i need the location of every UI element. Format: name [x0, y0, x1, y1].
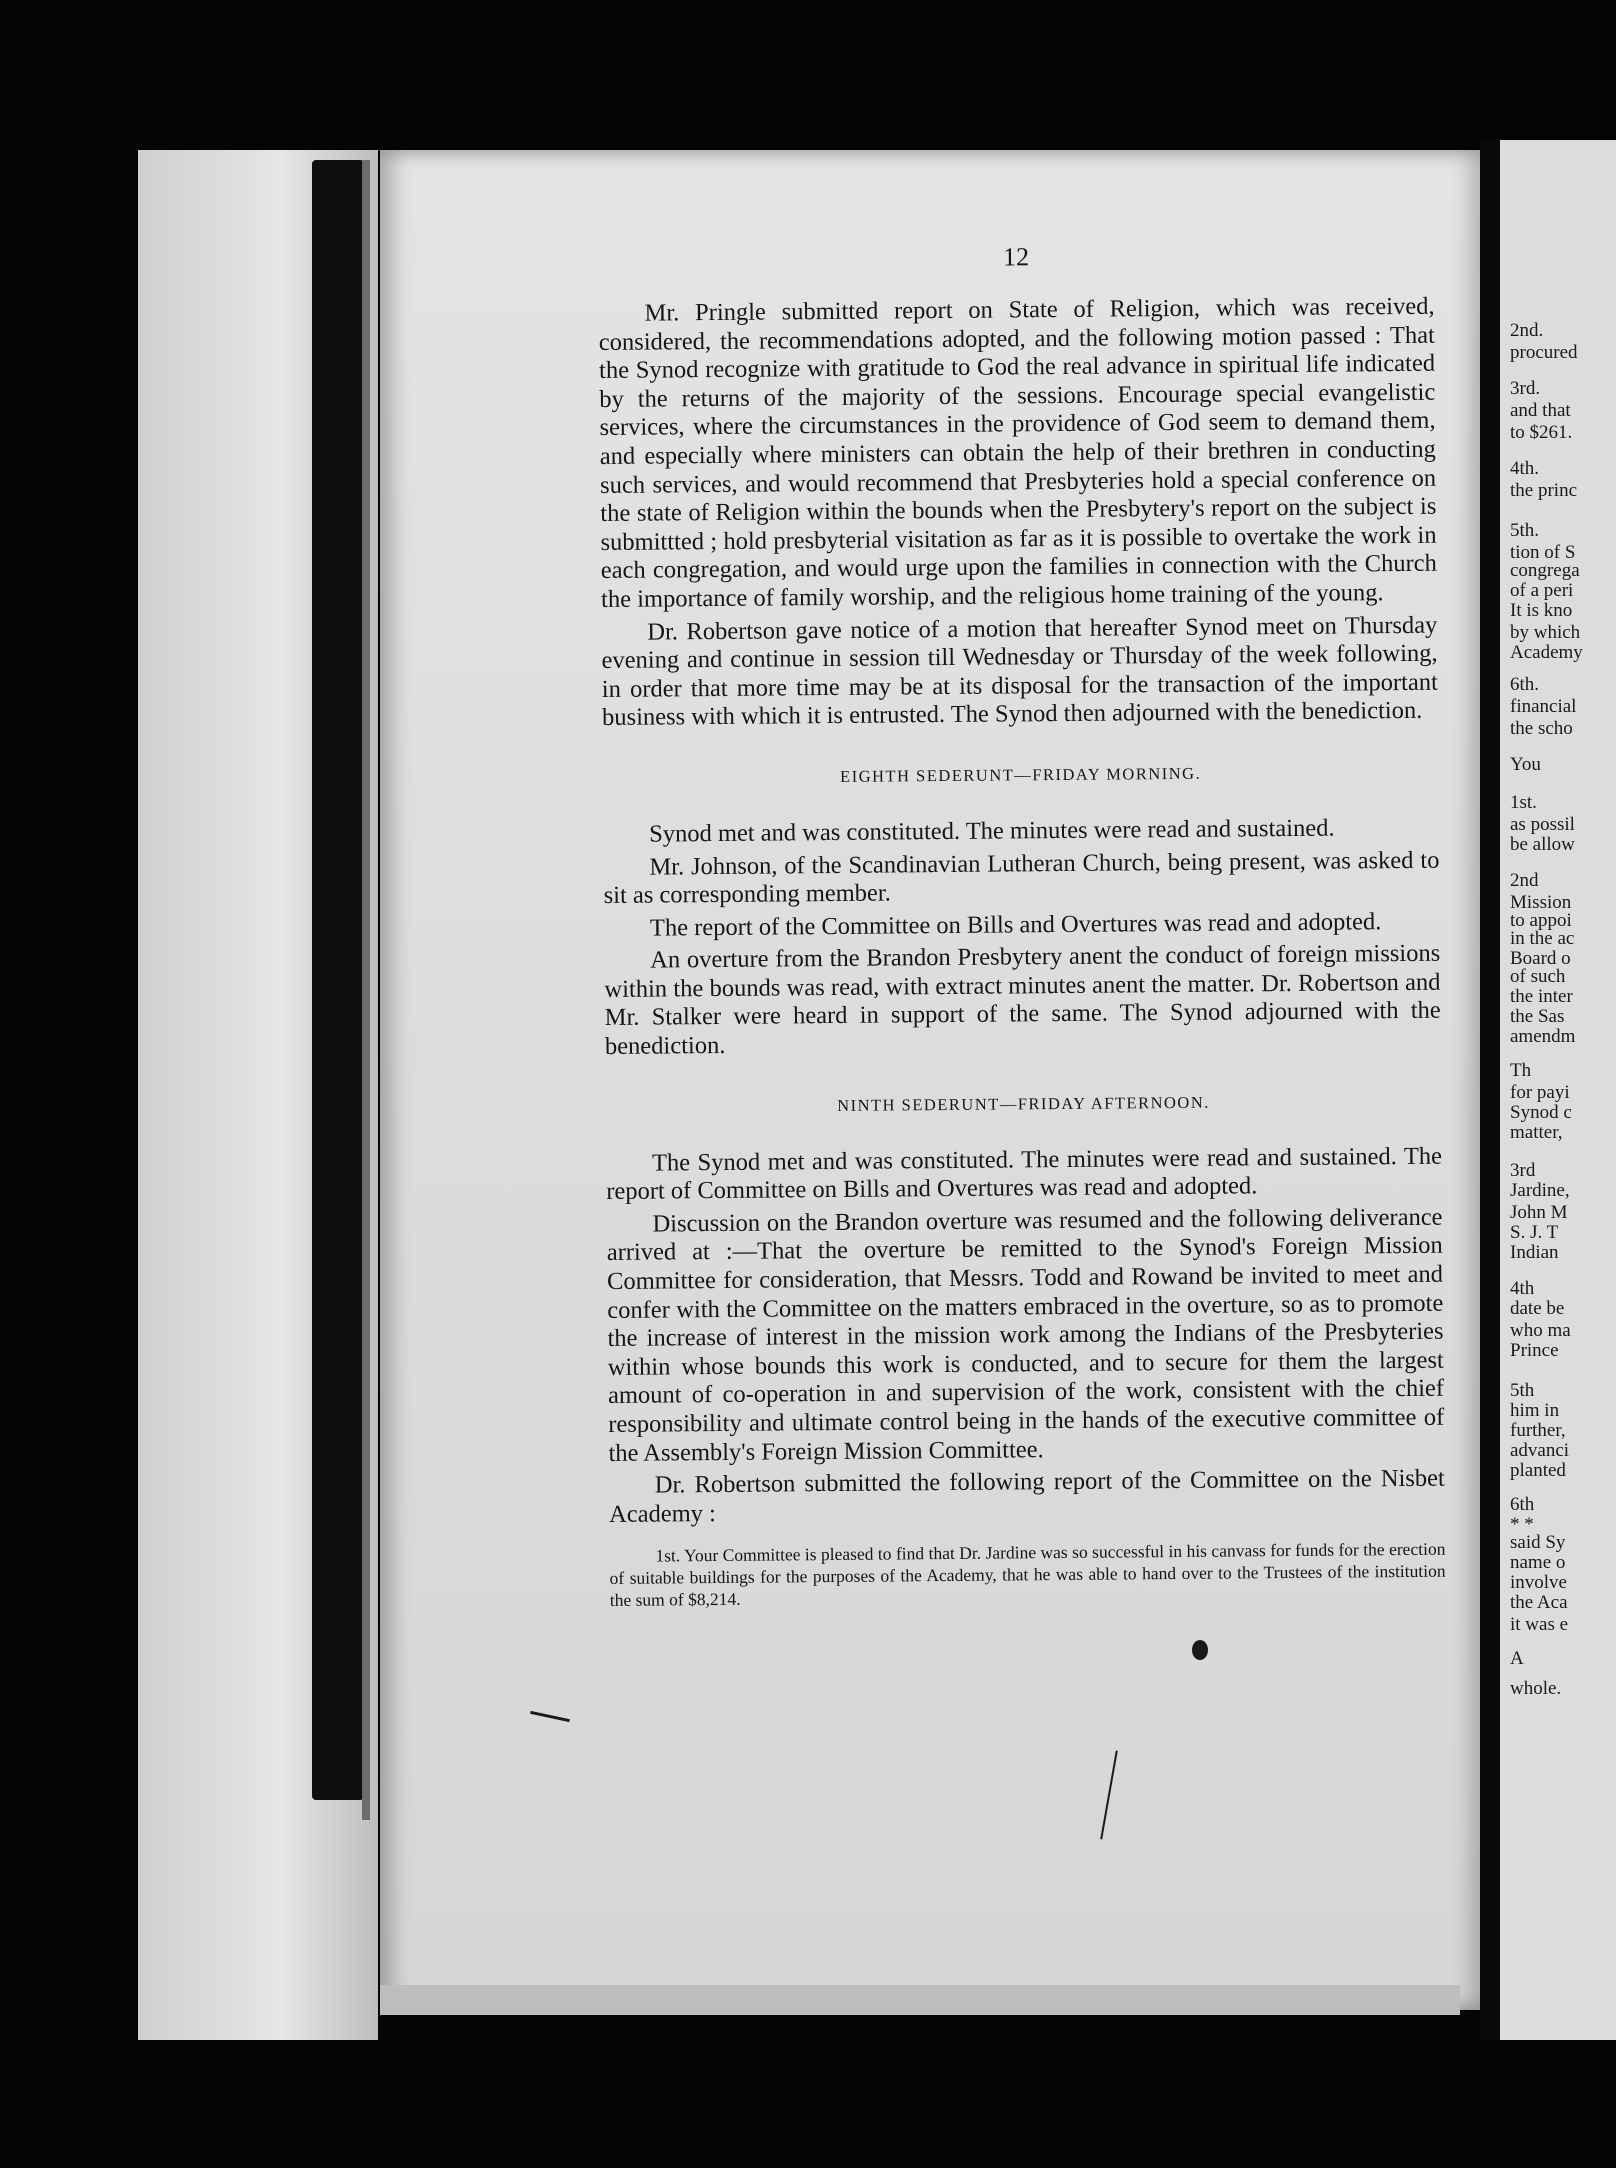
- adjacent-page-fragment: date be: [1510, 1298, 1565, 1319]
- report-item-first: 1st. Your Committee is pleased to find that Dr. Jardine was so successful in his canvass for funds for the erection of suitable buildings for the purposes of the Academy, that he was able to hand over to the Trustees of the institution the sum of $8,214.: [609, 1539, 1446, 1611]
- adjacent-page-fragment: 3rd: [1510, 1160, 1536, 1181]
- adjacent-page-fragment: it was e: [1510, 1614, 1569, 1635]
- ink-blot: [1192, 1640, 1208, 1660]
- adjacent-page-fragment: to $261.: [1510, 422, 1573, 443]
- adjacent-page-fragment: Indian: [1510, 1242, 1559, 1263]
- adjacent-page-fragment: Academy: [1510, 642, 1583, 663]
- adjacent-page-fragment: You: [1510, 754, 1541, 775]
- adjacent-page-fragment: who ma: [1510, 1320, 1571, 1341]
- adjacent-page-fragment: 1st.: [1510, 792, 1537, 813]
- adjacent-page-fragment: the princ: [1510, 480, 1578, 501]
- adjacent-page-fragment: * *: [1510, 1514, 1534, 1535]
- adjacent-page-fragment: 2nd.: [1510, 320, 1544, 341]
- adjacent-page-fragment: 6th.: [1510, 674, 1540, 695]
- adjacent-page-fragment: by which: [1510, 622, 1581, 643]
- adjacent-page-fragment: tion of S: [1510, 542, 1576, 563]
- adjacent-page-fragment: procured: [1510, 342, 1578, 363]
- adjacent-page-fragment: as possil: [1510, 814, 1575, 835]
- page-number: 12: [1002, 242, 1030, 272]
- adjacent-page-fragment: of a peri: [1510, 580, 1574, 601]
- adjacent-page-fragment: involve: [1510, 1572, 1567, 1593]
- adjacent-page-fragment: 6th: [1510, 1494, 1535, 1515]
- adjacent-page-fragment: matter,: [1510, 1122, 1563, 1143]
- adjacent-page-fragment: 4th.: [1510, 458, 1540, 479]
- adjacent-page-fragment: Prince: [1510, 1340, 1559, 1361]
- heading-ninth-sederunt: NINTH SEDERUNT—FRIDAY AFTERNOON.: [837, 1092, 1210, 1115]
- adjacent-page-fragment: Jardine,: [1510, 1180, 1570, 1201]
- heading-eighth-sederunt: EIGHTH SEDERUNT—FRIDAY MORNING.: [840, 763, 1202, 786]
- adjacent-page-fragment: John M: [1510, 1202, 1568, 1223]
- adjacent-page-fragment: S. J. T: [1510, 1222, 1559, 1243]
- paragraph-brandon-overture: An overture from the Brandon Presbytery anent the conduct of foreign missions within the bounds was read, with extract minutes anent the matter. Dr. Robertson and Mr. Stalker were heard in support of the same. The Synod adjourned with the benediction.: [604, 939, 1441, 1061]
- adjacent-page-fragment: It is kno: [1510, 600, 1573, 621]
- adjacent-page-fragment: him in: [1510, 1400, 1560, 1421]
- adjacent-page-fragment: amendm: [1510, 1026, 1576, 1047]
- adjacent-page-fragment: 5th: [1510, 1380, 1535, 1401]
- adjacent-page-fragment: whole.: [1510, 1678, 1562, 1699]
- adjacent-page-fragment: to appoi: [1510, 910, 1572, 931]
- adjacent-page-fragment: advanci: [1510, 1440, 1570, 1461]
- paragraph-state-of-religion: Mr. Pringle submitted report on State of Religion, which was received, considered, the recommendations adopted, and the following motion passed : That the Synod recognize with gratitude to God the real advance in spiritual life indicated by the returns of the majority of the sessions. Encourage special evangelistic services, where the circumstances in the providence of God seem to demand them, and especially where ministers can obtain the help of their brethren in conducting such services, and would recommend that Presbyteries hold a special conference on the state of Religion within the bounds when the Presbytery's report on the subject is submittted ; hold presbyterial visitation as far as it is possible to overtake the work in each congregation, and would urge upon the families in connection with the Church the importance of family worship, and the religious home training of the young.: [598, 292, 1437, 613]
- adjacent-page-fragment: of such: [1510, 966, 1566, 987]
- paragraph-johnson: Mr. Johnson, of the Scandinavian Lutheran Church, being present, was asked to sit as corresponding member.: [603, 846, 1440, 910]
- binding-spine: [312, 160, 364, 1800]
- adjacent-page-fragment: said Sy: [1510, 1532, 1566, 1553]
- adjacent-page-fragment: 2nd: [1510, 870, 1539, 891]
- adjacent-page-fragment: A: [1510, 1648, 1524, 1669]
- adjacent-page-fragment: financial: [1510, 696, 1577, 717]
- adjacent-page-fragment: Th: [1510, 1060, 1532, 1081]
- page-content: [598, 239, 1446, 1612]
- adjacent-page-fragment: for payi: [1510, 1082, 1570, 1103]
- adjacent-page-fragment: 3rd.: [1510, 378, 1541, 399]
- adjacent-page-fragment: the Sas: [1510, 1006, 1565, 1027]
- adjacent-page-fragment: the Aca: [1510, 1592, 1568, 1613]
- paragraph-synod-met: Synod met and was constituted. The minutes were read and sustained.: [649, 814, 1335, 848]
- adjacent-page-fragment: 5th.: [1510, 520, 1540, 541]
- paragraph-ninth-constituted: The Synod met and was constituted. The minutes were read and sustained. The report of Committee on Bills and Overtures was read and adopted.: [606, 1142, 1443, 1206]
- paragraph-robertson-notice: Dr. Robertson gave notice of a motion that hereafter Synod meet on Thursday evening and continue in session till Wednesday or Thursday of the week following, in order that more time may be at its disposal for the transaction of the important business with which it is entrusted. The Synod then adjourned with the benediction.: [601, 611, 1438, 732]
- paragraph-nisbet-academy: Dr. Robertson submitted the following report of the Committee on the Nisbet Academy :: [608, 1464, 1445, 1528]
- adjacent-page-fragment: planted: [1510, 1460, 1566, 1481]
- adjacent-page-fragment: further,: [1510, 1420, 1566, 1441]
- paragraph-bills-report: The report of the Committee on Bills and Overtures was read and adopted.: [649, 907, 1382, 942]
- binding-edge: [362, 160, 370, 1820]
- adjacent-page-fragment: 4th: [1510, 1278, 1535, 1299]
- adjacent-page-fragment: the inter: [1510, 986, 1573, 1007]
- adjacent-page-fragment: Board o: [1510, 948, 1571, 969]
- adjacent-page-fragment: Synod c: [1510, 1102, 1572, 1123]
- gutter-shadow: [1480, 140, 1500, 2040]
- adjacent-page-fragment: be allow: [1510, 834, 1575, 855]
- adjacent-page-fragment: in the ac: [1510, 928, 1575, 949]
- page-bottom-edge: [380, 1985, 1460, 2015]
- paragraph-brandon-deliverance: Discussion on the Brandon overture was resumed and the following deliverance arrived at :—That the overture be remitted to the Synod's Foreign Mission Committee for consideration, that Messrs. Todd and Rowand be invited to meet and confer with the Committee on the matters embraced in the overture, so as to promote the increase of interest in the mission work among the Indians of the Presbyteries within whose bounds this work is conducted, and to secure for them the largest amount of co-operation in and supervision of the work, consistent with the chief responsibility and ultimate control being in the hands of the executive committee of the Assembly's Foreign Mission Committee.: [606, 1203, 1445, 1467]
- adjacent-page: [1500, 140, 1616, 2040]
- adjacent-page-fragment: and that: [1510, 400, 1571, 421]
- adjacent-page-fragment: name o: [1510, 1552, 1566, 1573]
- adjacent-page-fragment: the scho: [1510, 718, 1573, 739]
- adjacent-page-fragment: congrega: [1510, 560, 1580, 581]
- adjacent-page-fragment: Mission: [1510, 892, 1572, 913]
